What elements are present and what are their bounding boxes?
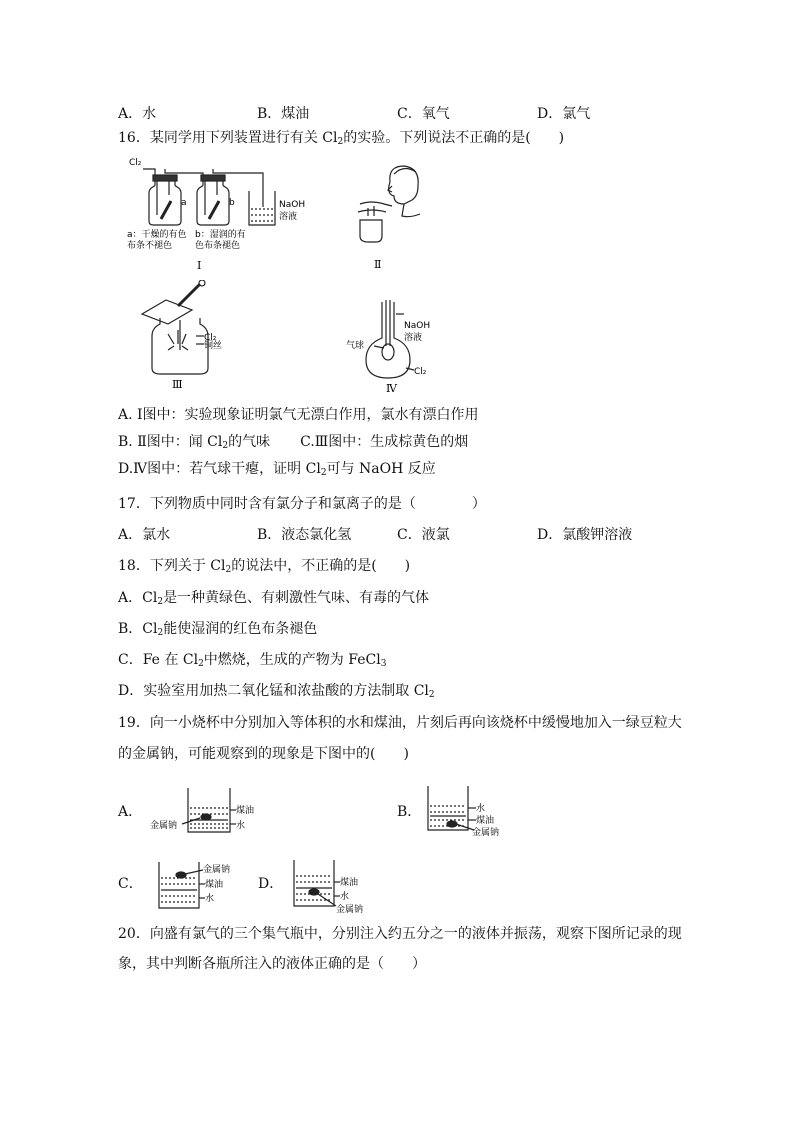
fig3-copper-label: 铜丝	[204, 341, 223, 351]
q19-stem-line2: 的金属钠，可能观察到的现象是下图中的( )	[118, 746, 409, 762]
q19-beaker-b	[424, 784, 534, 842]
q17-option-a: A．氯水	[118, 527, 171, 543]
q19a-kerosene-label: 煤油	[236, 806, 255, 816]
q17-option-b: B．液态氯化氢	[257, 527, 352, 543]
q19c-kerosene-label: 煤油	[205, 880, 224, 890]
fig4-solution-label: 溶液	[404, 333, 423, 343]
fig3-caption: Ⅲ	[172, 378, 183, 390]
q20-stem-line2: 象，其中判断各瓶所注入的液体正确的是（ ）	[118, 956, 426, 972]
q18-option-d: D．实验室用加热二氧化锰和浓盐酸的方法制取 $Cl_2$	[118, 683, 435, 700]
q19a-water-label: 水	[236, 821, 246, 831]
figure-3-copper-burning	[138, 280, 248, 390]
fig1-label-b: b	[229, 198, 235, 208]
fig1-caption: Ⅰ	[197, 259, 202, 272]
figure-2-smelling	[338, 160, 428, 275]
q18-option-a: A．$Cl_2$是一种黄绿色、有刺激性气味、有毒的气体	[118, 590, 430, 607]
q17-option-d: D．氯酸钾溶液	[537, 527, 633, 543]
q18-option-c: C．Fe 在 $Cl_2$中燃烧，生成的产物为 FeCl$_3$	[118, 652, 387, 669]
q17-stem: 17．下列物质中同时含有氯分子和氯离子的是（ ）	[118, 496, 486, 512]
fig1-label-a: a	[181, 198, 187, 208]
q19-option-d-letter: D．	[258, 876, 284, 892]
q19-beaker-c	[155, 860, 265, 914]
figure-4-flask-balloon	[344, 298, 454, 396]
q19-option-a-letter: A．	[118, 804, 143, 820]
q19a-sodium-label: 金属钠	[150, 821, 178, 831]
q19-option-c-letter: C．	[118, 876, 143, 892]
fig1-solution-label: 溶液	[279, 212, 298, 222]
q15-option-c: C．氧气	[397, 106, 450, 122]
fig1-note-b2: 色布条褪色	[195, 241, 241, 251]
fig1-note-a2: 布条不褪色	[127, 241, 173, 251]
fig4-caption: Ⅳ	[386, 382, 397, 395]
q19b-kerosene-label: 煤油	[476, 816, 495, 826]
q17-option-c: C．液氯	[397, 527, 450, 543]
q20-stem-line1: 20．向盛有氯气的三个集气瓶中，分别注入约五分之一的液体并振荡，观察下图所记录的现	[118, 926, 682, 942]
q19-stem-line1: 19．向一小烧杯中分别加入等体积的水和煤油，片刻后再向该烧杯中缓慢地加入一绿豆粒大	[118, 715, 682, 731]
figure-1-apparatus	[125, 155, 315, 275]
fig2-caption: Ⅱ	[374, 258, 382, 271]
q19-beaker-a	[150, 786, 270, 838]
q15-option-d: D．氯气	[537, 106, 591, 122]
q18-stem: 18．下列关于 $Cl_2$的说法中，不正确的是( )	[118, 558, 411, 575]
fig3-cl2-label: Cl₂	[204, 333, 217, 343]
q19-beaker-d	[290, 858, 400, 918]
q19d-water-label: 水	[340, 892, 350, 902]
q19d-sodium-label: 金属钠	[336, 905, 364, 915]
fig4-cl2-label: Cl₂	[414, 367, 427, 377]
q19b-water-label: 水	[476, 804, 486, 814]
q19d-kerosene-label: 煤油	[340, 878, 359, 888]
q19c-water-label: 水	[205, 894, 215, 904]
fig4-balloon-label: 气球	[346, 341, 365, 351]
fig1-naoh-label: NaOH	[279, 200, 306, 210]
q19c-sodium-label: 金属钠	[203, 865, 231, 875]
q16-option-b-c: B. Ⅱ图中：闻 $Cl_2$的气味 C.Ⅲ图中：生成棕黄色的烟	[118, 434, 469, 451]
fig1-cl2-label: Cl₂	[129, 158, 142, 168]
q15-option-b: B．煤油	[257, 106, 310, 122]
q15-option-a: A．水	[118, 106, 157, 122]
fig1-note-b1: b：湿润的有	[195, 230, 246, 240]
q16-stem: 16．某同学用下列装置进行有关 $Cl_2$的实验。下列说法不正确的是( )	[118, 130, 565, 147]
q16-option-d: D.Ⅳ图中：若气球干瘪，证明 $Cl_2$可与 NaOH 反应	[118, 461, 436, 478]
q16-option-a: A. Ⅰ图中：实验现象证明氯气无漂白作用，氯水有漂白作用	[118, 407, 479, 423]
q19-option-b-letter: B．	[397, 804, 422, 820]
fig4-naoh-label: NaOH	[404, 321, 431, 331]
q19b-sodium-label: 金属钠	[472, 828, 500, 838]
q18-option-b: B．$Cl_2$能使湿润的红色布条褪色	[118, 621, 318, 638]
fig1-note-a1: a：干燥的有色	[127, 230, 187, 240]
